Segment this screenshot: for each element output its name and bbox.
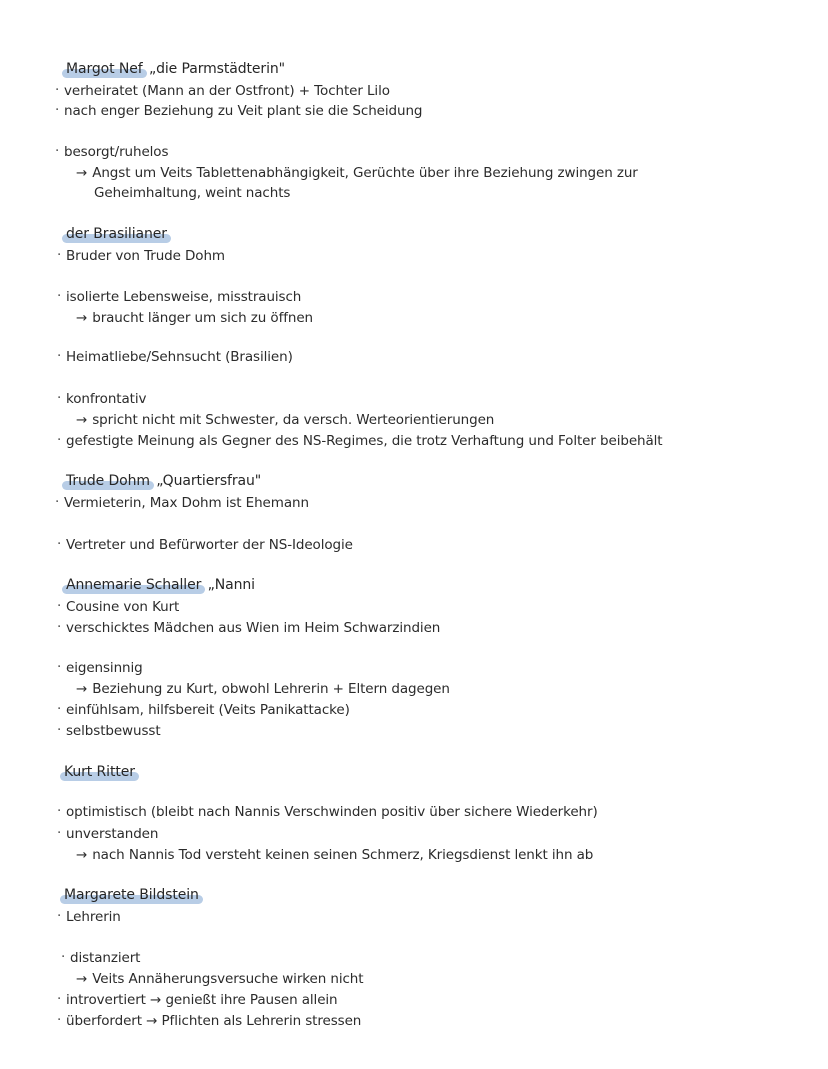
heading-trude-dohm — [64, 472, 261, 490]
character-epithet: „Quartiersfrau" — [156, 473, 262, 489]
note-line: · Heimatliebe/Sehnsucht (Brasilien) — [66, 348, 293, 366]
character-epithet: „Nanni — [207, 577, 255, 593]
note-line: · Vermieterin, Max Dohm ist Ehemann — [64, 494, 309, 512]
heading-kurt-ritter — [62, 763, 137, 781]
note-line: · konfrontativ — [66, 390, 146, 408]
character-name: Margot Nef — [66, 61, 143, 77]
note-subline: → Angst um Veits Tablettenabhängigkeit, Gerüchte über ihre Beziehung zwingen zur — [76, 164, 638, 182]
note-line: · Vertreter und Befürworter der NS-Ideologie — [66, 536, 353, 554]
note-line: · verheiratet (Mann an der Ostfront) + Tochter Lilo — [64, 82, 390, 100]
character-name: Trude Dohm — [66, 473, 150, 489]
note-line: · Cousine von Kurt — [66, 598, 179, 616]
note-subline: → Beziehung zu Kurt, obwohl Lehrerin + Eltern dagegen — [76, 680, 450, 698]
heading-annemarie-schaller — [64, 576, 255, 594]
character-name: Margarete Bildstein — [64, 887, 199, 903]
note-line: · unverstanden — [66, 825, 158, 843]
character-name: der Brasilianer — [66, 226, 167, 242]
note-line: · optimistisch (bleibt nach Nannis Verschwinden positiv über sichere Wiederkehr) — [66, 803, 598, 821]
note-line: · verschicktes Mädchen aus Wien im Heim Schwarzindien — [66, 619, 440, 637]
note-line: · selbstbewusst — [66, 722, 161, 740]
note-subline: → braucht länger um sich zu öffnen — [76, 309, 313, 327]
note-line: · Bruder von Trude Dohm — [66, 247, 225, 265]
heading-margot-nef — [64, 60, 285, 78]
note-line: · Lehrerin — [66, 908, 121, 926]
note-subline: → nach Nannis Tod versteht keinen seinen Schmerz, Kriegsdienst lenkt ihn ab — [76, 846, 593, 864]
note-line: · distanziert — [70, 949, 140, 967]
character-name: Kurt Ritter — [64, 764, 135, 780]
note-subline: → spricht nicht mit Schwester, da versch. Werteorientierungen — [76, 411, 494, 429]
note-subline-cont: Geheimhaltung, weint nachts — [94, 185, 291, 201]
note-line: · isolierte Lebensweise, misstrauisch — [66, 288, 301, 306]
note-subline: → Veits Annäherungsversuche wirken nicht — [76, 970, 363, 988]
heading-margarete-bildstein — [62, 886, 201, 904]
character-epithet: „die Parmstädterin" — [148, 61, 285, 77]
character-name: Annemarie Schaller — [66, 577, 202, 593]
note-line: · besorgt/ruhelos — [64, 143, 168, 161]
note-line: · introvertiert → genießt ihre Pausen allein — [66, 991, 338, 1009]
note-line: · überfordert → Pflichten als Lehrerin stressen — [66, 1012, 361, 1030]
note-line: · eigensinnig — [66, 659, 143, 677]
note-line: · nach enger Beziehung zu Veit plant sie die Scheidung — [64, 102, 422, 120]
heading-der-brasilianer — [64, 225, 169, 243]
note-line: · einfühlsam, hilfsbereit (Veits Panikattacke) — [66, 701, 350, 719]
note-line: · gefestigte Meinung als Gegner des NS-Regimes, die trotz Verhaftung und Folter beibehält — [66, 432, 663, 450]
